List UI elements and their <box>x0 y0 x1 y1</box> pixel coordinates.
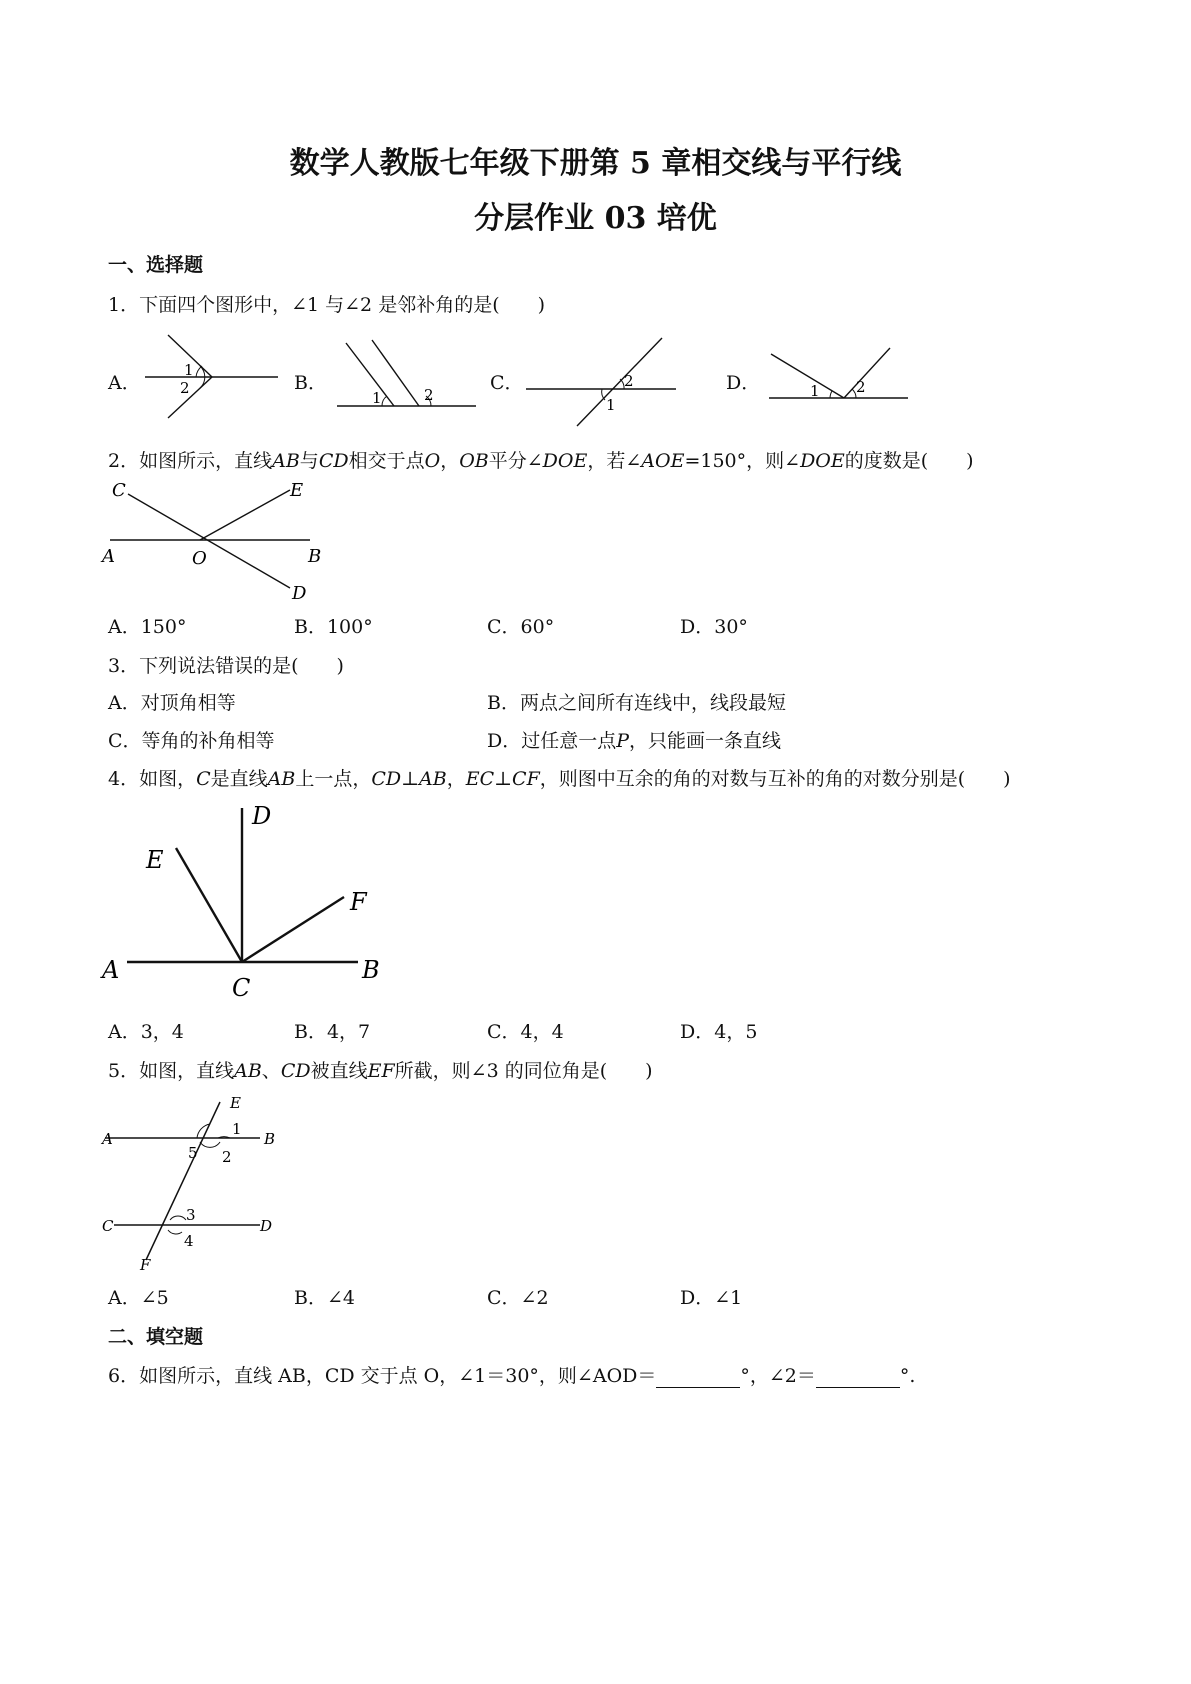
point-a-label: A <box>102 1130 113 1148</box>
q3-option-c: C．等角的补角相等 <box>108 730 275 752</box>
q4-option-b: B．4，7 <box>294 1021 371 1043</box>
q2-option-c: C．60° <box>487 616 555 638</box>
point-o-label: O <box>192 548 207 569</box>
q3-option-a: A．对顶角相等 <box>108 692 236 714</box>
q5-option-d: D．∠1 <box>680 1287 743 1309</box>
answer-blank-2[interactable] <box>816 1369 900 1388</box>
point-f-label: F <box>140 1256 151 1274</box>
q2-option-b: B．100° <box>294 616 373 638</box>
angle-2-label: 2 <box>624 372 634 390</box>
question-number: 1． <box>108 294 140 316</box>
angle-2-label: 2 <box>222 1148 232 1166</box>
question-text: 下面四个图形中，∠1 与∠2 是邻补角的是( <box>139 294 500 316</box>
worksheet-title: 数学人教版七年级下册第 5 章相交线与平行线 <box>289 146 902 181</box>
section-choice-heading: 一、选择题 <box>108 254 204 276</box>
angle-4-label: 4 <box>184 1232 194 1250</box>
point-a-label: A <box>102 956 120 984</box>
q1-option-b-label: B． <box>294 372 327 394</box>
q5-option-c: C．∠2 <box>487 1287 549 1309</box>
q1-figure-a <box>140 330 285 424</box>
answer-blank-1[interactable] <box>656 1369 740 1388</box>
point-d-label: D <box>260 1217 273 1235</box>
angle-2-label: 2 <box>856 378 866 396</box>
point-c-label: C <box>102 1217 114 1235</box>
answer-paren: ) <box>499 294 546 316</box>
q2-figure <box>100 476 330 610</box>
q1-option-a-label: A． <box>108 372 141 394</box>
angle-2-label: 2 <box>180 379 190 397</box>
point-b-label: B <box>362 956 380 984</box>
point-f-label: F <box>350 888 367 916</box>
angle-1-label: 1 <box>606 396 616 414</box>
question-3: 3．下列说法错误的是( ) <box>108 655 344 677</box>
question-6: 6．如图所示，直线 AB，CD 交于点 O，∠1＝30°，则∠AOD＝ °，∠2＝ °. <box>108 1365 916 1387</box>
question-4: 4．如图，C是直线AB上一点，CD⊥AB，EC⊥CF，则图中互余的角的对数与互补的角的对数分别是( ) <box>108 768 1011 790</box>
angle-1-label: 1 <box>810 382 820 400</box>
point-d-label: D <box>252 802 272 830</box>
q5-option-b: B．∠4 <box>294 1287 355 1309</box>
q2-option-a: A．150° <box>108 616 187 638</box>
q5-option-a: A．∠5 <box>108 1287 169 1309</box>
q1-option-d-label: D． <box>726 372 761 394</box>
angle-1-label: 1 <box>232 1120 242 1138</box>
q4-option-d: D．4，5 <box>680 1021 758 1043</box>
q1-option-c-label: C． <box>490 372 524 394</box>
point-b-label: B <box>264 1130 276 1148</box>
q2-option-d: D．30° <box>680 616 748 638</box>
point-e-label: E <box>146 846 164 874</box>
angle-3-label: 3 <box>186 1206 196 1224</box>
q1-figure-d <box>766 346 911 410</box>
q4-option-c: C．4，4 <box>487 1021 564 1043</box>
q3-option-b: B．两点之间所有连线中，线段最短 <box>487 692 786 714</box>
q5-figure <box>100 1092 300 1276</box>
point-a-label: A <box>102 546 115 567</box>
q3-option-d: D．过任意一点P，只能画一条直线 <box>487 730 782 752</box>
point-e-label: E <box>230 1094 241 1112</box>
question-1 <box>108 290 545 317</box>
question-2: 2．如图所示，直线AB与CD相交于点O，OB平分∠DOE，若∠AOE=150°，则∠DOE的度数是( ) <box>108 450 974 472</box>
question-5: 5．如图，直线AB、CD被直线EF所截，则∠3 的同位角是( ) <box>108 1060 653 1082</box>
q4-option-a: A．3，4 <box>108 1021 184 1043</box>
angle-2-label: 2 <box>424 386 434 404</box>
point-b-label: B <box>308 546 322 567</box>
point-d-label: D <box>292 583 307 604</box>
worksheet-subtitle: 分层作业 03 培优 <box>474 201 717 236</box>
section-fill-heading: 二、填空题 <box>108 1326 204 1348</box>
q1-figure-b <box>334 338 479 417</box>
angle-1-label: 1 <box>184 361 194 379</box>
angle-5-label: 5 <box>188 1144 198 1162</box>
angle-1-label: 1 <box>372 389 382 407</box>
point-c-label: C <box>112 480 126 501</box>
point-c-label: C <box>232 974 251 1002</box>
q4-figure <box>100 800 400 1009</box>
q1-figure-c <box>522 334 682 433</box>
point-e-label: E <box>290 480 304 501</box>
